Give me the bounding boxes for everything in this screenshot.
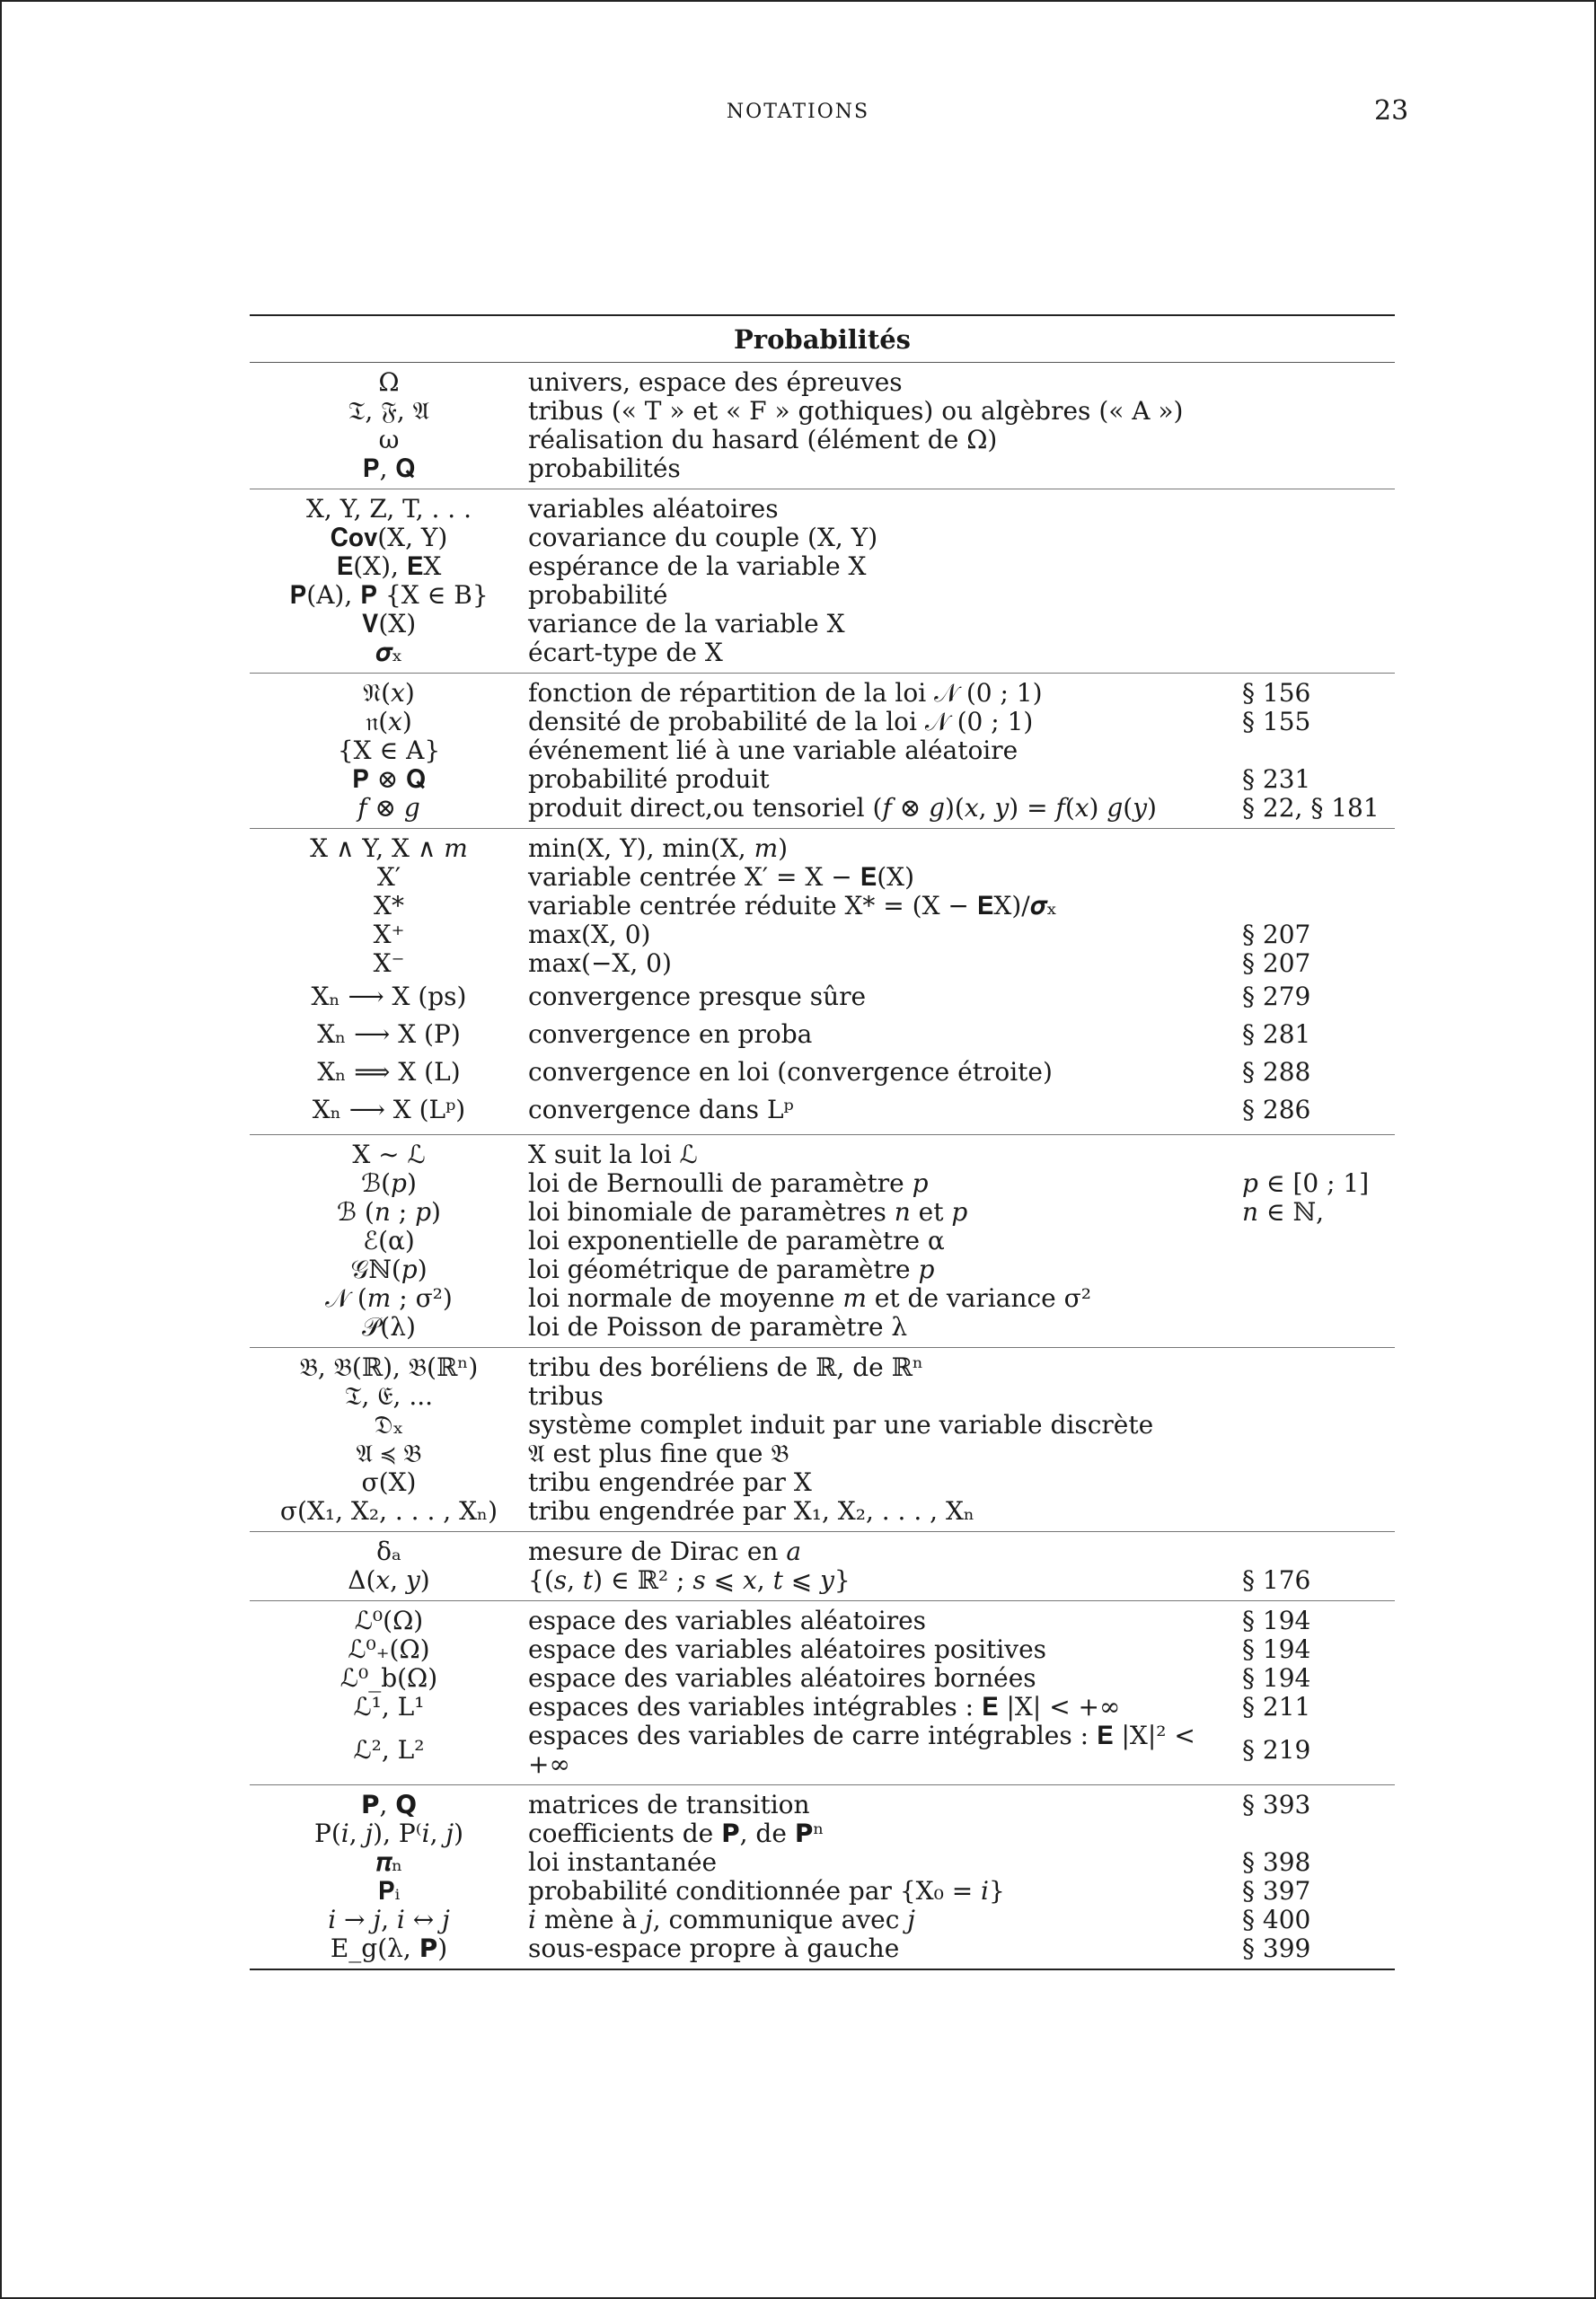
table-row [250, 765, 1395, 794]
notation-symbol: Xₙ ⟶ X (P) [317, 1019, 461, 1049]
notation-description: produit direct,ou tensoriel (𝑓 ⊗ 𝑔)(𝑥, 𝑦) = 𝑓(𝑥) 𝑔(𝑦) [528, 794, 1242, 829]
notation-description: réalisation du hasard (élément de Ω) [528, 425, 998, 454]
notation-description: probabilité conditionnée par {X₀ = 𝑖} [528, 1876, 1005, 1906]
notation-symbol: 𝒩 (𝑚 ; σ²) [325, 1283, 453, 1313]
notation-symbol: ℬ(𝑝) [361, 1168, 417, 1198]
table-row [250, 736, 1395, 765]
notation-reference [1242, 426, 1395, 454]
table-row [250, 454, 1395, 489]
table-row [250, 1053, 1395, 1091]
notation-symbol: {X ∈ A} [337, 736, 441, 765]
notation-description: max(−X, 0) [528, 948, 672, 978]
notation-description: écart-type de X [528, 639, 1242, 674]
notation-reference [1242, 610, 1395, 639]
notation-description: espaces des variables intégrables : 𝐄 |X| < +∞ [528, 1692, 1121, 1722]
notation-reference: § 393 [1242, 1790, 1311, 1819]
table-row [250, 1693, 1395, 1722]
table-row [250, 1468, 1395, 1497]
table-title: Probabilités [250, 315, 1395, 363]
table-row [250, 1906, 1395, 1934]
table-row [250, 1255, 1395, 1284]
notation-reference: § 176 [1242, 1566, 1395, 1601]
table-row [250, 1348, 1395, 1383]
notation-description: espace des variables aléatoires bornées [528, 1663, 1036, 1693]
table-row [250, 639, 1395, 674]
notation-reference: § 398 [1242, 1847, 1311, 1877]
table-row [250, 1819, 1395, 1848]
table-row [250, 863, 1395, 892]
table-row [250, 1227, 1395, 1255]
table-row [250, 708, 1395, 736]
notation-reference [1242, 1135, 1395, 1170]
notation-symbol: Ω [378, 367, 400, 397]
notation-description: coefficients de 𝗣, de 𝗣ⁿ [528, 1819, 824, 1848]
table-row [250, 1411, 1395, 1440]
notation-reference: § 400 [1242, 1905, 1311, 1934]
notation-description: système complet induit par une variable discrète [528, 1410, 1154, 1440]
notation-reference [1242, 1819, 1395, 1848]
notation-symbol: 𝔗, 𝔉, 𝔄 [348, 396, 430, 426]
notation-reference: § 22, § 181 [1242, 794, 1395, 829]
notation-description: loi exponentielle de paramètre α [528, 1226, 945, 1255]
table-row [250, 1198, 1395, 1227]
table-row [250, 1934, 1395, 1969]
table-row [250, 426, 1395, 454]
notation-reference [1242, 1440, 1395, 1468]
notation-symbol: 𝔄 ≼ 𝔅 [356, 1439, 422, 1468]
notation-description: sous-espace propre à gauche [528, 1934, 1242, 1969]
notation-description: max(X, 0) [528, 920, 651, 949]
notation-reference: § 156 [1242, 678, 1311, 708]
notation-reference: § 207 [1242, 920, 1311, 949]
notation-symbol: 𝝅ₙ [375, 1847, 403, 1877]
notation-symbol: 𝗣, 𝗤 [360, 1790, 418, 1819]
table-row [250, 1664, 1395, 1693]
table-row [250, 1135, 1395, 1170]
notation-reference: § 231 [1242, 764, 1311, 794]
notation-reference [1242, 1348, 1395, 1383]
notation-reference [1242, 1532, 1395, 1567]
notation-reference [1242, 1497, 1395, 1532]
notation-description: espace des variables aléatoires [528, 1606, 927, 1635]
notation-description: min(X, Y), min(X, 𝑚) [528, 833, 789, 863]
notation-reference: § 399 [1242, 1934, 1395, 1969]
notation-description: espace des variables aléatoires positives [528, 1634, 1047, 1664]
notation-reference [1242, 552, 1395, 581]
notation-reference [1242, 1411, 1395, 1440]
table-row [250, 1877, 1395, 1906]
table-row [250, 397, 1395, 426]
notation-description: probabilité [528, 580, 668, 610]
notation-description: covariance du couple (X, Y) [528, 523, 878, 552]
notation-symbol: 𝐄(X), 𝐄X [336, 551, 442, 581]
notation-reference: § 155 [1242, 707, 1311, 736]
notation-symbol: ℬ (𝑛 ; 𝑝) [337, 1197, 441, 1227]
notation-symbol: X ∧ Y, X ∧ 𝑚 [310, 833, 468, 863]
notation-symbol: 𝑓 ⊗ 𝑔 [250, 794, 528, 829]
notation-description: variable centrée X′ = X − 𝐄(X) [528, 862, 915, 892]
running-head: NOTATIONS [726, 101, 870, 123]
notation-symbol: X, Y, Z, T, . . . [305, 494, 472, 524]
notation-description: probabilités [528, 454, 1242, 489]
notation-symbol: P(𝑖, 𝑗), P⁽𝑖, 𝑗) [313, 1819, 463, 1848]
notation-symbol: E_g(λ, 𝗣) [250, 1934, 528, 1969]
table-row [250, 1091, 1395, 1135]
notation-reference: § 279 [1242, 982, 1311, 1011]
table-row [250, 1635, 1395, 1664]
notation-symbol: X ∼ ℒ [352, 1140, 426, 1169]
notation-symbol: 𝐏ᵢ [377, 1876, 401, 1906]
notation-description: tribus [528, 1381, 604, 1411]
notation-description: loi instantanée [528, 1847, 718, 1877]
notation-symbol: Δ(𝑥, 𝑦) [250, 1566, 528, 1601]
notation-symbol: Xₙ ⟶ X (Lᵖ) [250, 1091, 528, 1135]
notation-reference: § 194 [1242, 1634, 1311, 1664]
notation-description: fonction de répartition de la loi 𝒩 (0 ; 1) [528, 678, 1043, 708]
notation-description: probabilité produit [528, 764, 770, 794]
notation-reference [1242, 524, 1395, 552]
notation-description: loi normale de moyenne 𝑚 et de variance σ² [528, 1283, 1091, 1313]
notation-description: tribu des boréliens de ℝ, de ℝⁿ [528, 1352, 923, 1382]
notation-symbol: δₐ [376, 1537, 401, 1566]
notation-description: densité de probabilité de la loi 𝒩 (0 ; 1) [528, 707, 1034, 736]
notation-description: tribus (« T » et « F » gothiques) ou algèbres (« A ») [528, 396, 1184, 426]
table-row [250, 1169, 1395, 1198]
notation-description: univers, espace des épreuves [528, 367, 903, 397]
notation-description: 𝑖 mène à 𝑗, communique avec 𝑗 [528, 1905, 915, 1934]
notation-symbol: 𝔑(𝑥) [363, 678, 415, 708]
notation-description: convergence en loi (convergence étroite) [528, 1057, 1053, 1087]
notation-symbol: ℒ⁰_b(Ω) [339, 1663, 438, 1693]
table-row [250, 1785, 1395, 1820]
table-row [250, 1497, 1395, 1532]
table-row [250, 1440, 1395, 1468]
notation-reference [1242, 397, 1395, 426]
notation-description: tribu engendrée par X₁, X₂, . . . , Xₙ [528, 1497, 1242, 1532]
table-row [250, 610, 1395, 639]
notation-symbol: 𝔫(𝑥) [366, 707, 412, 736]
notation-symbol: Xₙ ⟶ X (ps) [311, 982, 467, 1011]
notation-description: 𝔄 est plus fine que 𝔅 [528, 1439, 789, 1468]
notation-description: {(𝑠, 𝑡) ∈ ℝ² ; 𝑠 ⩽ 𝑥, 𝑡 ⩽ 𝑦} [528, 1566, 1242, 1601]
notation-reference: § 288 [1242, 1057, 1311, 1087]
notation-reference [1242, 454, 1395, 489]
table-row [250, 1016, 1395, 1053]
notation-reference: § 219 [1242, 1722, 1395, 1785]
notation-reference: § 194 [1242, 1606, 1311, 1635]
notation-description: mesure de Dirac en 𝑎 [528, 1537, 802, 1566]
notation-description: variance de la variable X [528, 609, 845, 639]
notation-description: tribu engendrée par X [528, 1467, 812, 1497]
notation-symbol: ℒ¹, L¹ [353, 1692, 425, 1722]
notation-symbol: X⁻ [373, 948, 405, 978]
notation-description: loi de Poisson de paramètre λ [528, 1313, 1242, 1348]
notation-symbol: ℰ(α) [363, 1226, 415, 1255]
notation-symbol: Xₙ ⟹ X (L) [317, 1057, 461, 1087]
notation-symbol: ℒ², L² [250, 1722, 528, 1785]
table-row [250, 978, 1395, 1016]
notation-reference: § 397 [1242, 1876, 1311, 1906]
notation-symbol: X* [374, 891, 404, 920]
table-row [250, 552, 1395, 581]
notation-description: convergence presque sûre [528, 982, 867, 1011]
notation-symbol: ℒ⁰(Ω) [354, 1606, 424, 1635]
table-row [250, 1382, 1395, 1411]
table-row [250, 1848, 1395, 1877]
notation-reference: 𝑝 ∈ [0 ; 1] [1242, 1168, 1370, 1198]
table-row [250, 581, 1395, 610]
notation-reference: § 207 [1242, 948, 1311, 978]
notation-symbol: ℒ⁰₊(Ω) [348, 1634, 430, 1664]
notation-reference [1242, 1468, 1395, 1497]
notation-symbol: 𝒢ℕ(𝑝) [350, 1255, 428, 1284]
notation-symbol: 𝔇ₓ [374, 1410, 404, 1440]
table-row [250, 920, 1395, 949]
notation-symbol: 𝐂𝐨𝐯(X, Y) [330, 523, 448, 552]
notation-description: variables aléatoires [528, 494, 779, 524]
notation-symbol: 𝔅, 𝔅(ℝ), 𝔅(ℝⁿ) [299, 1352, 479, 1382]
notation-reference [1242, 1382, 1395, 1411]
notation-description: espaces des variables de carre intégrables : 𝐄 |X|² < +∞ [528, 1722, 1242, 1785]
notation-reference: 𝑛 ∈ ℕ, [1242, 1197, 1325, 1227]
table-row [250, 1566, 1395, 1601]
notation-description: convergence dans Lᵖ [528, 1091, 1242, 1135]
notation-description: événement lié à une variable aléatoire [528, 736, 1018, 765]
notation-symbol: σ(X₁, X₂, . . . , Xₙ) [250, 1497, 528, 1532]
notation-description: variable centrée réduite X* = (X − 𝐄X)/𝝈ₓ [528, 891, 1058, 920]
notation-description: convergence en proba [528, 1019, 813, 1049]
notation-reference [1242, 489, 1395, 524]
table-title-row [250, 315, 1395, 363]
notation-reference [1242, 1227, 1395, 1255]
notation-reference: § 194 [1242, 1663, 1311, 1693]
notation-reference [1242, 581, 1395, 610]
notation-reference: § 286 [1242, 1091, 1395, 1135]
notation-reference [1242, 1255, 1395, 1284]
table-row [250, 794, 1395, 829]
table-row [250, 524, 1395, 552]
table-row [250, 1313, 1395, 1348]
notation-reference [1242, 829, 1395, 864]
table-row [250, 892, 1395, 920]
notation-reference [1242, 363, 1395, 398]
notation-description: matrices de transition [528, 1790, 810, 1819]
table-row [250, 363, 1395, 398]
table-row [250, 949, 1395, 978]
table-row [250, 1532, 1395, 1567]
notation-reference [1242, 1284, 1395, 1313]
table-row [250, 829, 1395, 864]
notation-reference [1242, 892, 1395, 920]
notation-description: loi de Bernoulli de paramètre 𝑝 [528, 1168, 929, 1198]
notation-description: loi binomiale de paramètres 𝑛 et 𝑝 [528, 1197, 968, 1227]
notation-symbol: 𝒫(λ) [250, 1313, 528, 1348]
notation-symbol: 𝝈ₓ [250, 639, 528, 674]
notation-symbol: 𝐏(A), 𝐏 {X ∈ B} [289, 580, 489, 610]
notation-symbol: 𝐏, 𝐐 [250, 454, 528, 489]
notation-symbol: X′ [376, 862, 401, 892]
notation-reference [1242, 639, 1395, 674]
table-row [250, 1722, 1395, 1785]
notation-symbol: 𝑖 → 𝑗, 𝑖 ↔ 𝑗 [328, 1905, 450, 1934]
notation-reference [1242, 863, 1395, 892]
notation-reference [1242, 736, 1395, 765]
notation-reference: § 211 [1242, 1692, 1311, 1722]
table-row [250, 1601, 1395, 1636]
notation-description: espérance de la variable X [528, 551, 867, 581]
notation-symbol: X⁺ [373, 920, 405, 949]
table-row [250, 1284, 1395, 1313]
table-body [250, 363, 1395, 1970]
notation-reference: § 281 [1242, 1019, 1311, 1049]
table-row [250, 674, 1395, 709]
notation-description: X suit la loi ℒ [528, 1140, 698, 1169]
table-row [250, 489, 1395, 524]
notation-description: loi géométrique de paramètre 𝑝 [528, 1255, 935, 1284]
notation-symbol: σ(X) [361, 1467, 417, 1497]
notation-reference [1242, 1313, 1395, 1348]
notation-table [250, 314, 1395, 1970]
notation-symbol: 𝐏 ⊗ 𝐐 [351, 764, 427, 794]
notation-symbol: 𝐕(X) [361, 609, 417, 639]
notation-symbol: ω [378, 425, 400, 454]
page-number: 23 [1374, 95, 1409, 127]
notation-symbol: 𝔗, 𝔈, ... [344, 1381, 434, 1411]
